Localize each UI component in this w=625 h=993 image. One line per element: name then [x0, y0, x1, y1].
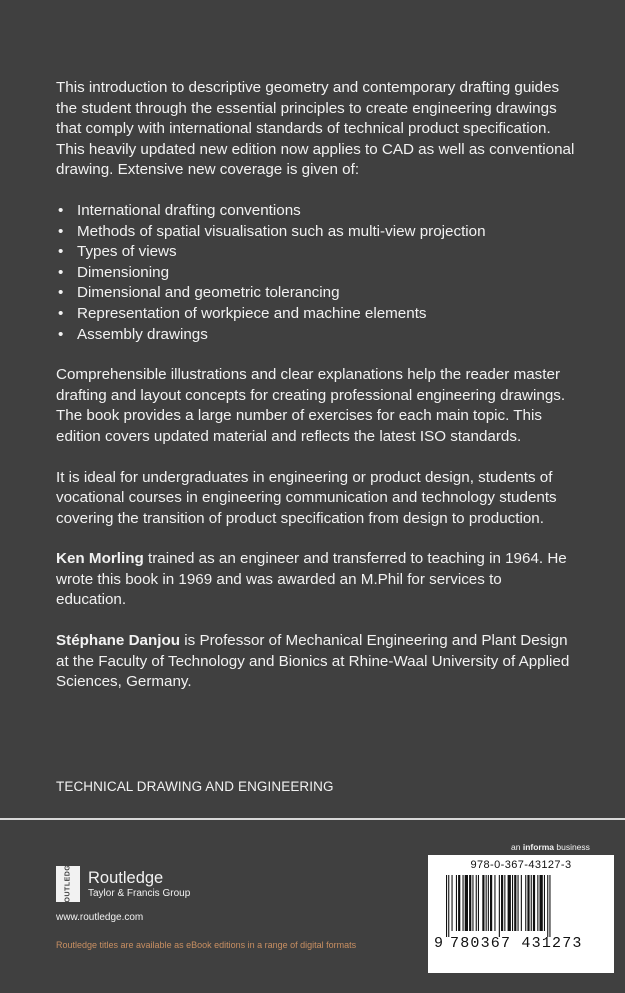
bullet-icon: • — [58, 263, 64, 281]
barcode-bar — [478, 875, 479, 931]
barcode-bar — [490, 875, 492, 931]
barcode-bar — [508, 875, 511, 931]
informa-tagline: an informa business — [511, 842, 590, 852]
barcode-bar — [486, 875, 487, 931]
author-bio-morling: Ken Morling trained as an engineer and transferred to teaching in 1964. He wrote this book in 1969 and was awarded an M.Phil for services to education. — [56, 550, 567, 609]
bullet-icon: • — [58, 284, 64, 302]
barcode-bar — [504, 875, 505, 931]
coverage-item: • Methods of spatial visualisation such as multi-view projection — [56, 222, 576, 243]
divider — [0, 818, 625, 820]
publisher-website: www.routledge.com — [56, 912, 144, 923]
barcode-lead-digit: 9 — [434, 935, 444, 952]
barcode-bar — [458, 875, 460, 931]
barcode-bar — [482, 875, 484, 931]
barcode-bar — [448, 875, 449, 937]
author-bio-danjou: Stéphane Danjou is Professor of Mechanical Engineering and Plant Design at the Faculty of Technology and Bionics at Rhine-Waal University of Applied Sciences, Germany. — [56, 632, 570, 691]
barcode-bar — [463, 875, 464, 931]
audience-paragraph: It is ideal for undergraduates in engineering or product design, students of vocational courses in engineering communication and technology students covering the transition of product specification from design to production. — [56, 468, 557, 527]
barcode-bar — [521, 875, 522, 931]
publisher-name: Routledge — [88, 868, 164, 887]
barcode-bar — [549, 875, 550, 937]
barcode-bar — [469, 875, 471, 931]
barcode-bar — [525, 875, 526, 931]
isbn-number: 978-0-367-43127-3 — [470, 859, 572, 871]
coverage-item: • Assembly drawings — [56, 325, 576, 346]
barcode-bar — [494, 875, 495, 931]
coverage-item: • Dimensioning — [56, 263, 576, 284]
coverage-item: • International drafting conventions — [56, 201, 576, 222]
barcode-bar — [476, 875, 477, 931]
back-cover-blurb — [56, 78, 576, 713]
routledge-mark-icon: ROUTLEDGE — [56, 866, 80, 902]
barcode-bar — [540, 875, 543, 931]
description-paragraph: Comprehensible illustrations and clear explanations help the reader master drafting and layout concepts for creating professional engineering drawings. The book provides a large number of exercises for each main topic. This edition covers updated material and reflects the latest ISO standards. — [56, 366, 566, 445]
barcode-bar — [518, 875, 519, 931]
barcode-bar — [501, 875, 503, 931]
publisher-logo — [56, 859, 191, 909]
bullet-icon: • — [58, 304, 64, 322]
bullet-icon: • — [58, 222, 64, 240]
bullet-icon: • — [58, 201, 64, 219]
barcode-bar — [537, 875, 538, 931]
coverage-item: • Representation of workpiece and machine elements — [56, 304, 576, 325]
barcode-bar — [512, 875, 513, 931]
ebook-note: Routledge titles are available as eBook editions in a range of digital formats — [56, 940, 357, 950]
isbn-barcode — [428, 855, 614, 973]
intro-paragraph: This introduction to descriptive geometry and contemporary drafting guides the student through the essential principles to create engineering drawings that comply with international standards of technical product specification. This heavily updated new edition now applies to CAD as well as conventional drawing. Extensive new coverage is given of: — [56, 79, 575, 179]
publisher-group: Taylor & Francis Group — [88, 887, 191, 899]
bullet-icon: • — [58, 325, 64, 343]
barcode-bar — [488, 875, 489, 931]
barcode-icon — [446, 875, 598, 937]
barcode-bar — [472, 875, 473, 931]
barcode-bar — [544, 875, 545, 931]
author-name: Stéphane Danjou — [56, 632, 181, 650]
barcode-digits: 780367 431273 — [450, 935, 583, 952]
barcode-bar — [533, 875, 535, 931]
barcode-bar — [527, 875, 529, 931]
coverage-item: • Types of views — [56, 242, 576, 263]
barcode-bar — [465, 875, 468, 931]
coverage-list — [56, 201, 576, 345]
subject-category: TECHNICAL DRAWING AND ENGINEERING — [56, 779, 334, 794]
barcode-bar — [499, 875, 500, 937]
barcode-bar — [514, 875, 516, 931]
coverage-item: • Dimensional and geometric tolerancing — [56, 283, 576, 304]
barcode-bar — [452, 875, 453, 931]
bullet-icon: • — [58, 243, 64, 261]
barcode-bar — [446, 875, 447, 937]
barcode-bar — [531, 875, 532, 931]
author-name: Ken Morling — [56, 550, 144, 568]
barcode-bar — [456, 875, 457, 931]
barcode-bar — [547, 875, 548, 937]
